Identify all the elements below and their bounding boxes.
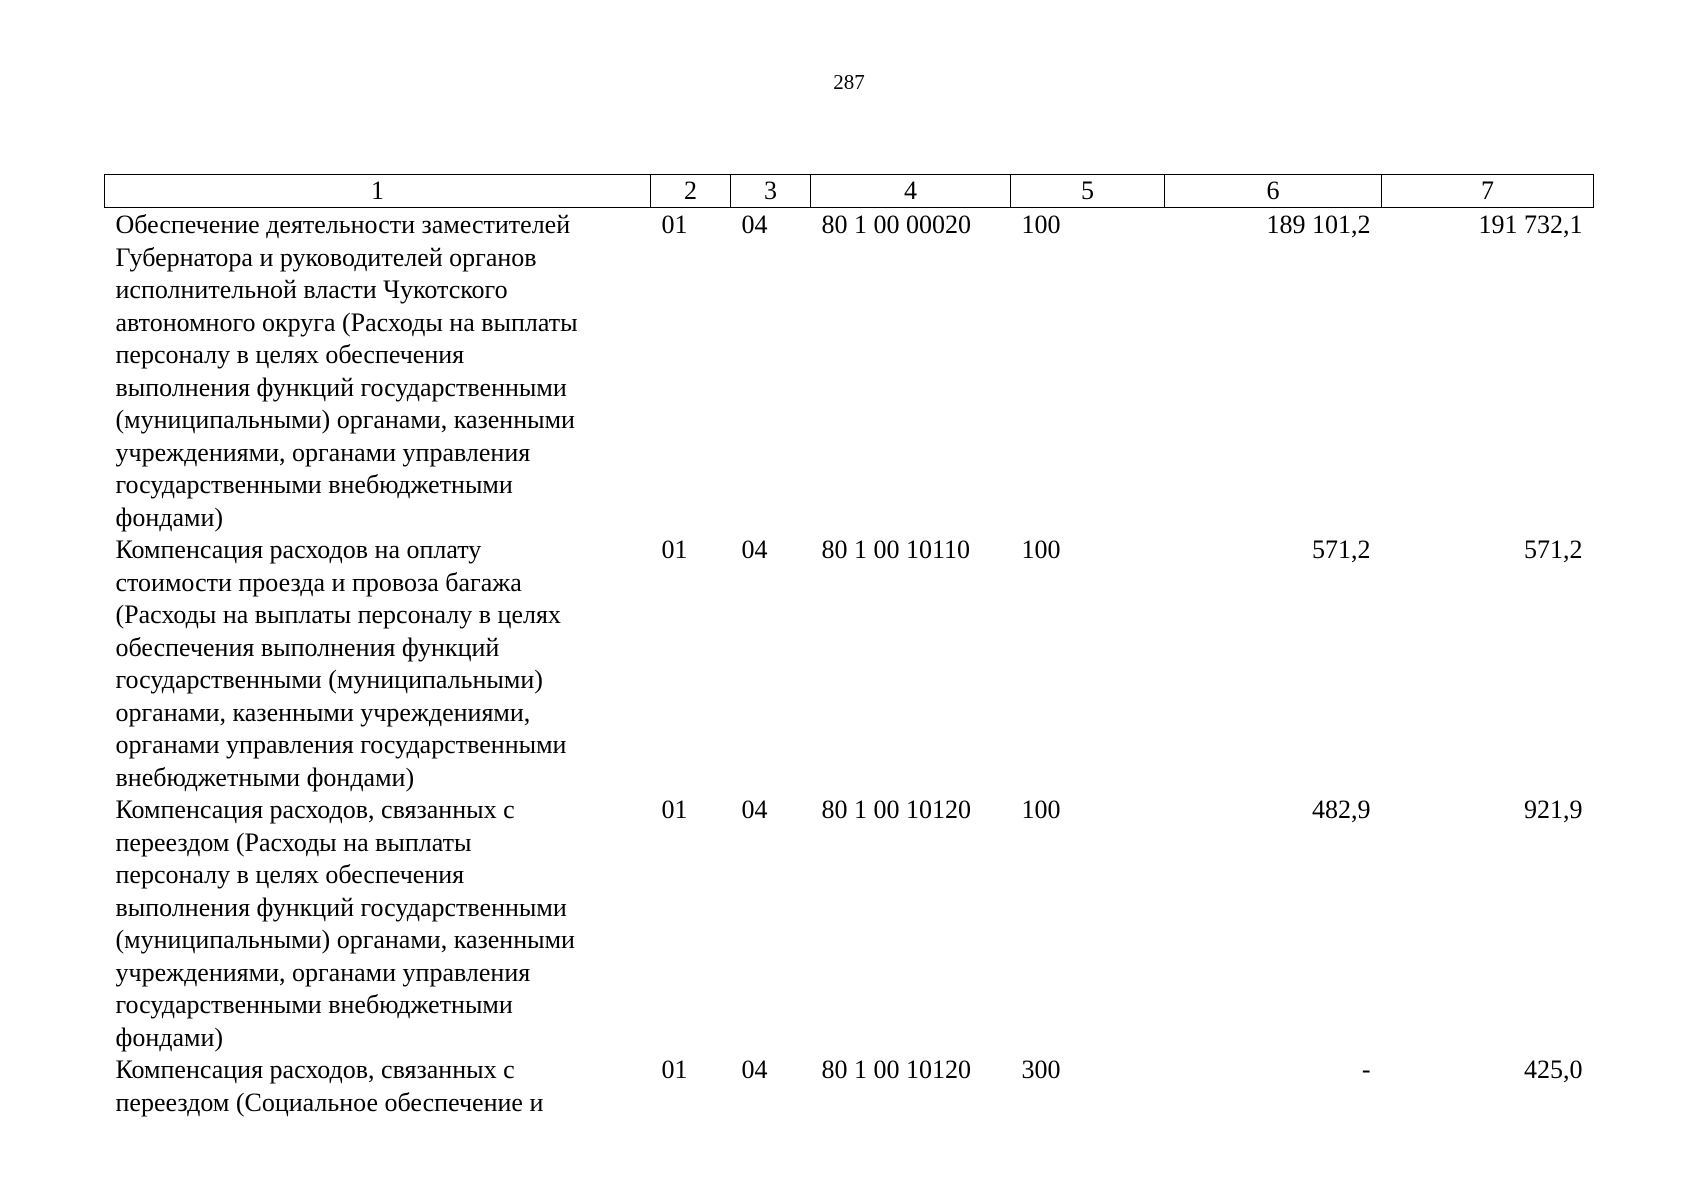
- description-line: обеспечения выполнения функций: [115, 632, 500, 662]
- description-line: (муниципальными) органами, казенными: [115, 925, 575, 954]
- expense-type-code: 100: [1021, 535, 1061, 564]
- table-row: [105, 208, 1594, 535]
- description-line: учреждениями, органами управления: [115, 957, 531, 987]
- expense-type-code: 300: [1021, 1055, 1061, 1084]
- description-line: переездом (Социальное обеспечение и: [115, 1087, 544, 1117]
- row-description: [105, 794, 651, 1054]
- row-description: [105, 534, 651, 794]
- subsection-code: 04: [741, 210, 768, 239]
- amount-col-6: 482,9: [1312, 795, 1371, 824]
- amount-col-7: 921,9: [1524, 795, 1583, 824]
- description-line: (Расходы на выплаты персоналу в целях: [115, 600, 561, 629]
- description-line: персоналу в целях обеспечения: [115, 860, 465, 889]
- amount-col-6: 189 101,2: [1266, 210, 1371, 239]
- subsection-code: 04: [741, 535, 768, 564]
- description-line: выполнения функций государственными: [115, 892, 567, 922]
- table-row: [105, 794, 1594, 1054]
- expense-type-code: 100: [1021, 795, 1061, 824]
- description-line: Компенсация расходов, связанных с: [115, 1055, 515, 1084]
- header-col-1: 1: [105, 175, 651, 208]
- description-line: Компенсация расходов на оплату: [115, 535, 482, 564]
- header-col-4: 4: [811, 175, 1011, 208]
- page-number: 287: [833, 70, 865, 94]
- subsection-code: 04: [741, 795, 768, 824]
- description-line: Компенсация расходов, связанных с: [115, 795, 515, 824]
- description-line: выполнения функций государственными: [115, 372, 567, 402]
- amount-col-6: 571,2: [1312, 535, 1371, 564]
- description-line: персоналу в целях обеспечения: [115, 340, 465, 369]
- description-line: внебюджетными фондами): [115, 762, 415, 792]
- table-row: [105, 534, 1594, 794]
- amount-col-7: 571,2: [1524, 535, 1583, 564]
- description-line: органами, казенными учреждениями,: [115, 697, 531, 727]
- description-line: органами управления государственными: [115, 730, 567, 759]
- description-line: Губернатора и руководителей органов: [115, 242, 537, 272]
- budget-table: [104, 174, 1594, 1119]
- header-col-5: 5: [1011, 175, 1165, 208]
- row-description: [105, 1054, 651, 1119]
- description-line: переездом (Расходы на выплаты: [115, 827, 472, 857]
- description-line: фондами): [115, 1022, 224, 1052]
- header-col-6: 6: [1165, 175, 1382, 208]
- section-code: 01: [661, 795, 688, 824]
- description-line: государственными (муниципальными): [115, 665, 543, 694]
- description-line: учреждениями, органами управления: [115, 437, 531, 467]
- amount-col-7: 425,0: [1524, 1055, 1583, 1084]
- target-article-code: 80 1 00 10120: [821, 795, 971, 824]
- description-line: государственными внебюджетными: [115, 990, 513, 1019]
- row-description: [105, 208, 651, 535]
- header-col-7: 7: [1382, 175, 1594, 208]
- table-row: [105, 1054, 1594, 1119]
- section-code: 01: [661, 1055, 688, 1084]
- target-article-code: 80 1 00 00020: [821, 210, 971, 239]
- header-col-3: 3: [731, 175, 811, 208]
- header-col-2: 2: [651, 175, 731, 208]
- section-code: 01: [661, 210, 688, 239]
- description-line: государственными внебюджетными: [115, 470, 513, 499]
- description-line: исполнительной власти Чукотского: [115, 275, 508, 304]
- amount-col-6: -: [1361, 1055, 1371, 1084]
- description-line: фондами): [115, 502, 224, 532]
- expense-type-code: 100: [1021, 210, 1061, 239]
- description-line: (муниципальными) органами, казенными: [115, 405, 575, 434]
- target-article-code: 80 1 00 10110: [821, 535, 971, 564]
- description-line: автономного округа (Расходы на выплаты: [115, 307, 578, 337]
- amount-col-7: 191 732,1: [1478, 210, 1583, 239]
- description-line: стоимости проезда и провоза багажа: [115, 567, 522, 597]
- target-article-code: 80 1 00 10120: [821, 1055, 971, 1084]
- table-header-row: [105, 175, 1594, 208]
- section-code: 01: [661, 535, 688, 564]
- subsection-code: 04: [741, 1055, 768, 1084]
- description-line: Обеспечение деятельности заместителей: [115, 210, 571, 239]
